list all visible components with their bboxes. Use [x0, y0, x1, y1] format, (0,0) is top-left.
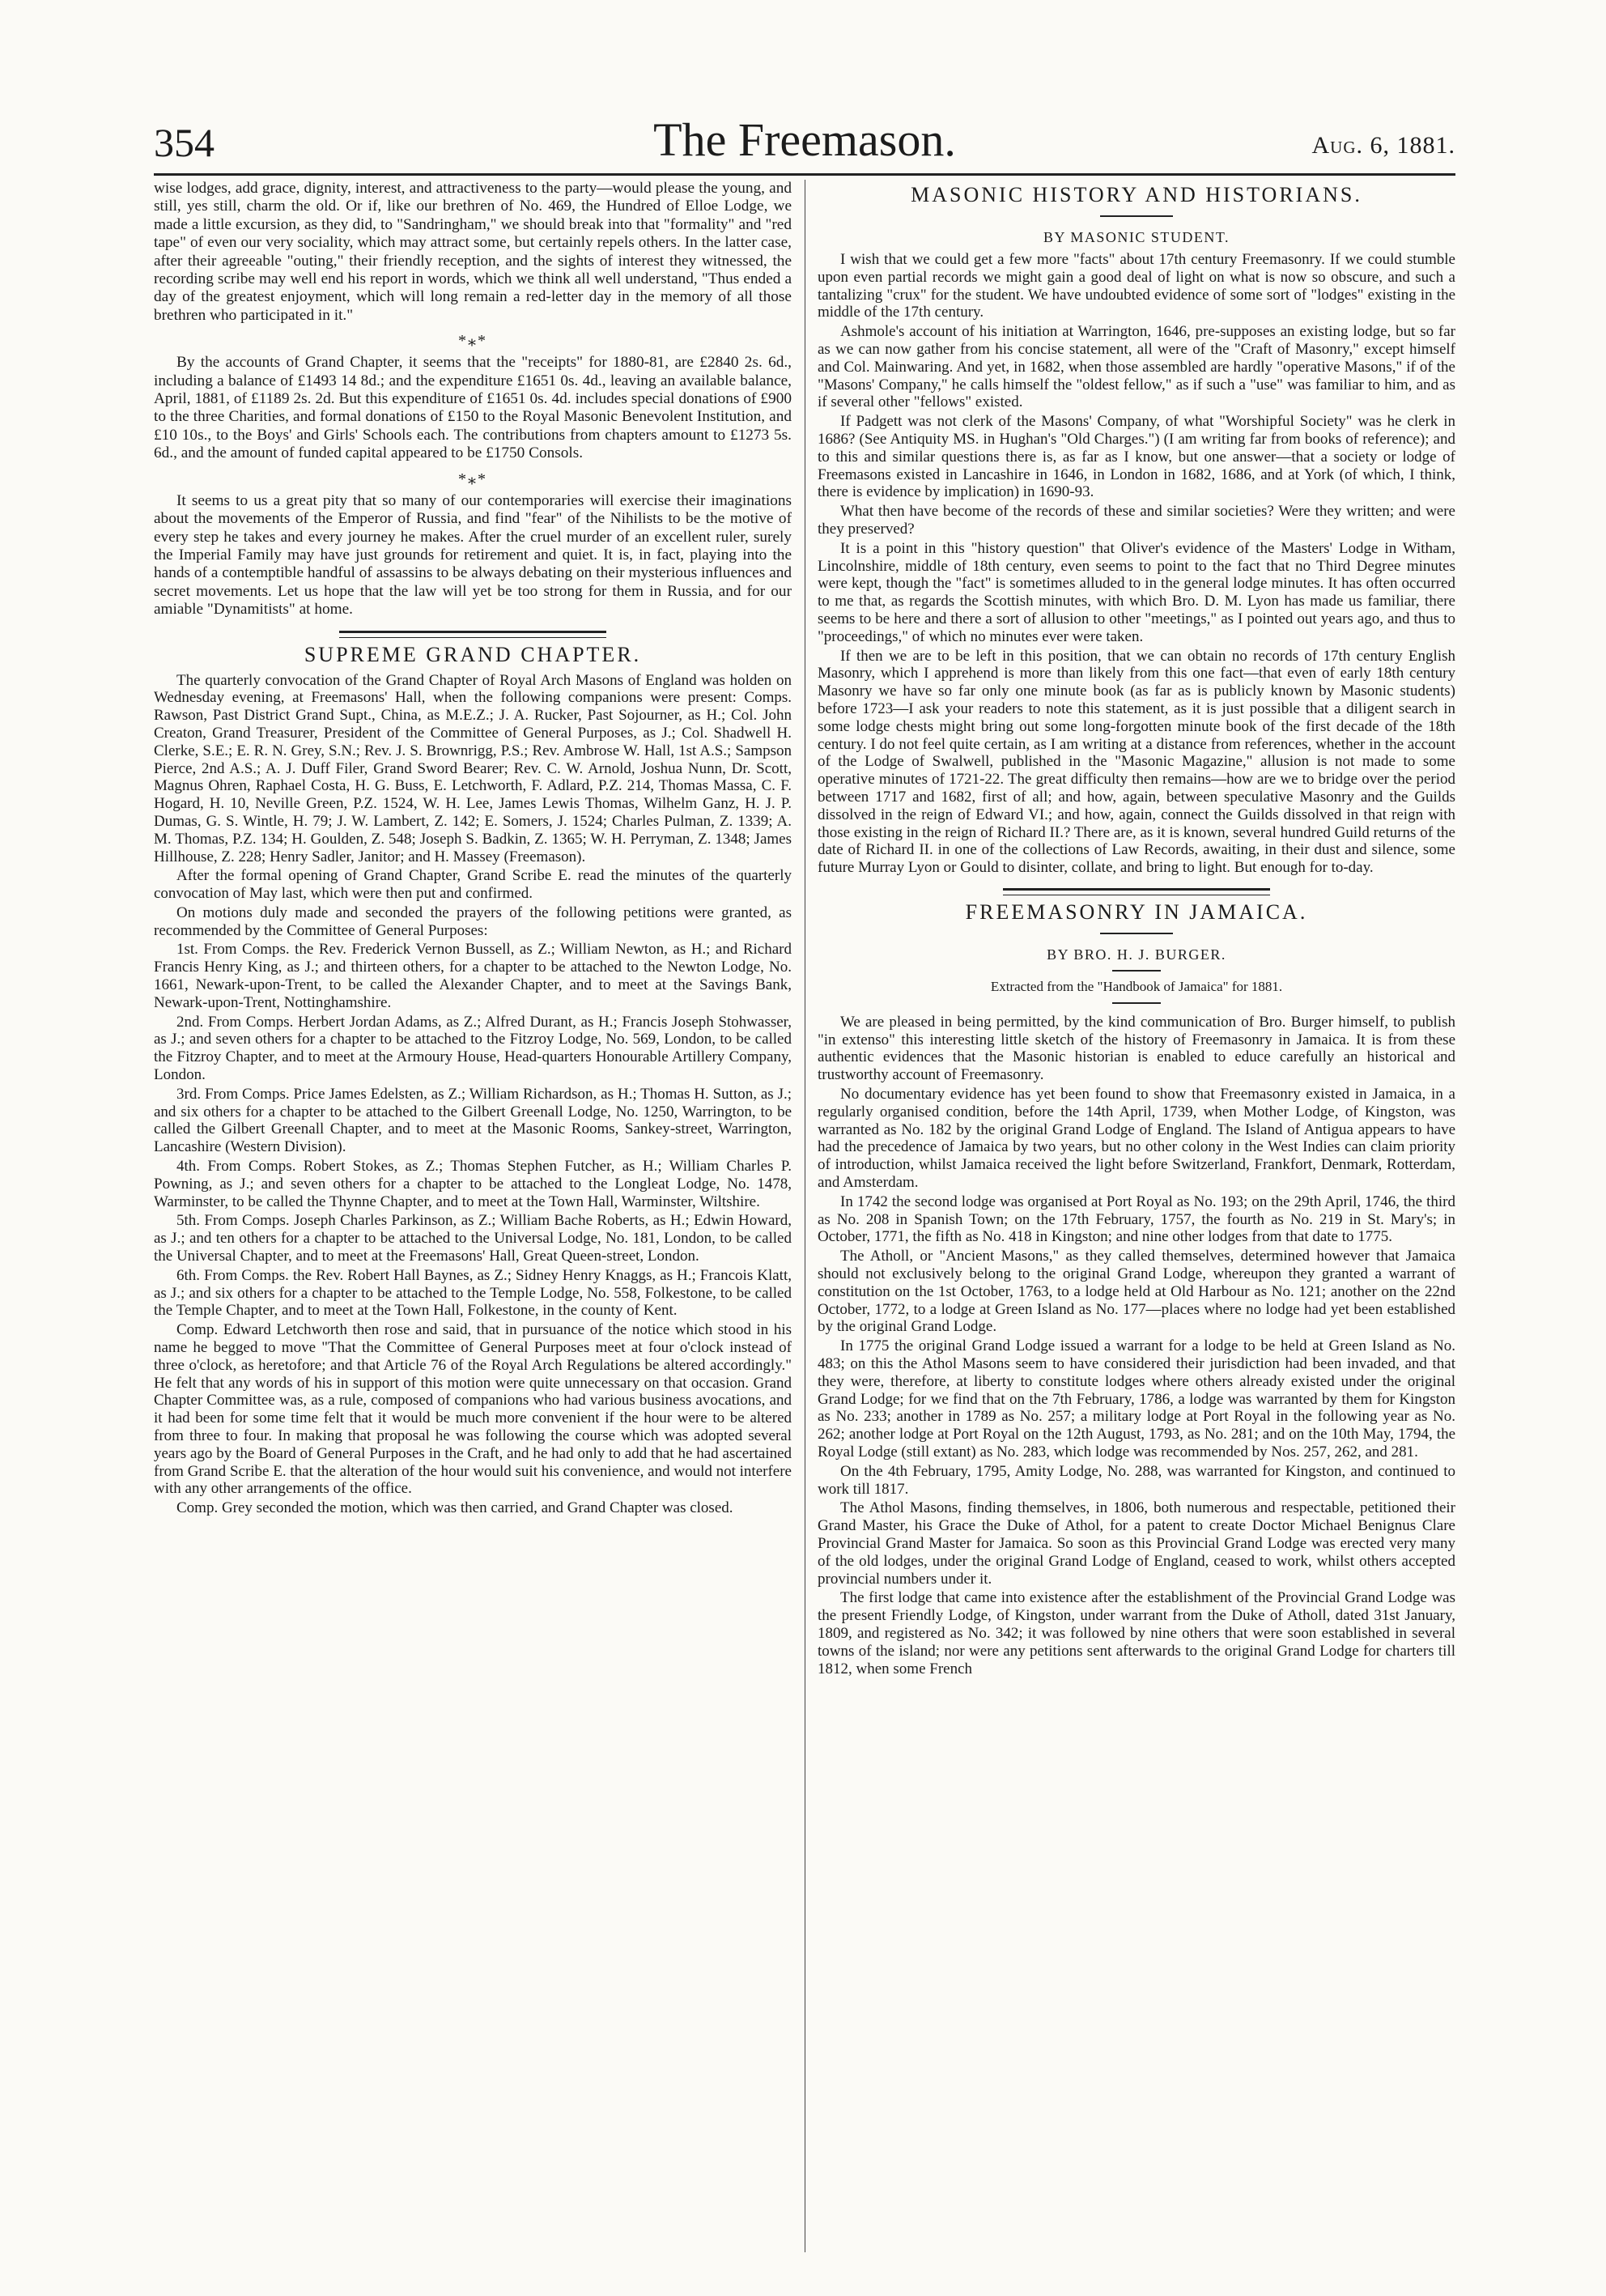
heading-rule: [1112, 970, 1161, 972]
masthead: [154, 113, 1455, 172]
article-paragraph: Ashmole's account of his initiation at Warrington, 1646, pre-supposes an existing lodge, but so far as we can now gather from his concise statement, all were of the "Craft of Masonry," except himself and Col. Mainwaring. And yet, in 1682, when those assembled are hardly "operative Masons," if of the "Masons' Company," he calls himself the "oldest fellow," as if such a "use" was familiar to him, and as if several other "fellows" existed.: [818, 323, 1455, 411]
article-paragraph: 6th. From Comps. the Rev. Robert Hall Baynes, as Z.; Sidney Henry Knaggs, as H.; Francois Klatt, as J.; and six others for a chapter to be attached to the Temple Lodge, No. 558, Folkestone, to be called the Temple Chapter, and to meet at the Town Hall, Folkestone, in the county of Kent.: [154, 1266, 792, 1320]
article-heading-supreme-grand-chapter: SUPREME GRAND CHAPTER.: [304, 642, 642, 666]
article-paragraph: 4th. From Comps. Robert Stokes, as Z.; Thomas Stephen Futcher, as H.; William Charles P. Powning, as J.; and seven others for a chapter to be attached to the Longleat Lodge, No. 1478, Warminster, to be called the Thynne Chapter, and to meet at the Town Hall, Warminster, Wiltshire.: [154, 1158, 792, 1210]
article-paragraph: If then we are to be left in this position, that we can obtain no records of 17th century English Masonry, which I apprehend is more than likely from this one fact—that even of early 18th century Masonry we have so far only one minute book (as far as is publicly known by Masonic students) before 1723—I ask your readers to note this statement, as it is just possible that a diligent search in some lodge chests might bring out some long-forgotten minute book of the first decade of the 18th century. I do not feel quite certain, as I am writing at a distance from references, whether in the account of the Lodge of Swalwell, published in the "Masonic Magazine," allusion is not made to some operative minutes of 1721-22. The great difficulty then remains—how are we to bridge over the period between 1717 and 1682, first of all; and how, again, between speculative Masonry and the Guilds dissolved in the reign of Edward VI.; and how, again, connect the Guilds dissolved in that reign with those existing in the reign of Richard II.? There are, as it is known, several hundred Guild returns of the date of Richard II. in one of the collections of Law Records, awaiting, in their dust and silence, some future Murray Lyon or Gould to disinter, collate, and bring to light. But enough for to-day.: [818, 647, 1455, 877]
russia-paragraph: It seems to us a great pity that so many of our contemporaries will exercise their imaginations about the movements of the Emperor of Russia, and find "fear" of the Nihilists to be the motive of every step he takes and every journey he makes. After the cruel murder of an excellent ruler, surely the Imperial Family may have just grounds for retirement and quiet. It is, in fact, playing into the hands of a contemptible handful of assassins to be always debating on their mysterious influences and secret movements. Let us hope that the law will yet be too strong for them in Russia, and for our amiable "Dynamitists" at home.: [154, 491, 792, 619]
grand-chapter-accounts-paragraph: By the accounts of Grand Chapter, it seems that the "receipts" for 1880-81, are £2840 2s. 6d., including a balance of £1493 14 8d.; and the expenditure £1651 0s. 4d., leaving an available balance, April, 1881, of £1189 2s. 2d. But this expenditure of £1651 0s. 4d. includes special donations of £900 to the three Charities, and formal donations of £150 to the Royal Masonic Benevolent Institution, and £10 10s., to the Boys' and Girls' Schools each. The contributions from chapters amount to £1273 5s. 6d., and the amount of funded capital appeared to be £1750 Consols.: [154, 354, 792, 462]
heading-rule: [1100, 933, 1173, 934]
article-paragraph: No documentary evidence has yet been found to show that Freemasonry existed in Jamaica, in a regularly organised condition, before the 14th April, 1739, when Mother Lodge, of Kingston, was warranted as No. 182 by the original Grand Lodge of England. The Island of Antigua appears to have had the precedence of Jamaica by two years, but no other colony in the West Indies can claim priority of introduction, whilst Jamaica received the light before Switzerland, Frankfort, Denmark, Rotterdam, and Amsterdam.: [818, 1086, 1455, 1192]
article-paragraph: On the 4th February, 1795, Amity Lodge, No. 288, was warranted for Kingston, and continued to work till 1817.: [818, 1462, 1455, 1498]
article-paragraph: 2nd. From Comps. Herbert Jordan Adams, as Z.; Alfred Durant, as H.; Francis Joseph Stohwasser, as J.; and seven others for a chapter to be attached to the Fitzroy Lodge, No. 569, London, to be called the Fitzroy Chapter, and to meet at the Armoury House, Head-quarters Honourable Artillery Company, London.: [154, 1013, 792, 1084]
heading-rule: [1100, 215, 1173, 217]
article-paragraph: After the formal opening of Grand Chapter, Grand Scribe E. read the minutes of the quarterly convocation of May last, which were then put and confirmed.: [154, 867, 792, 903]
article-paragraph: I wish that we could get a few more "facts" about 17th century Freemasonry. If we could stumble upon even partial records we might gain a good deal of light on what is now so obscure, and such a tantalizing "crux" for the student. We have undoubted evidence of some sort of "lodges" existing in the middle of the 17th century.: [818, 251, 1455, 321]
article-heading-masonic-history: MASONIC HISTORY AND HISTORIANS.: [911, 183, 1362, 206]
intro-paragraph: wise lodges, add grace, dignity, interest, and attractiveness to the party—would please the young, and still, yes still, charm the old. Or if, like our brethren of No. 469, the Hundred of Elloe Lodge, we made a little excursion, as they did, to "Sandringham," we should break into that "formality" and "red tape" of even our very sociality, which may attract some, but certainly repels others. In the latter case, after their agreeable "outing," their friendly reception, and the sights of interest they witnessed, the recording scribe may well end his report in words, which we think all well understand, "Thus ended a day of the greatest enjoyment, which will long remain a red-letter day in the memory of all those brethren who participated in it.": [154, 180, 792, 324]
freemasonry-jamaica-article: [818, 1014, 1455, 1677]
article-paragraph: Comp. Grey seconded the motion, which was then carried, and Grand Chapter was closed.: [176, 1499, 733, 1517]
section-rule: [1003, 888, 1270, 895]
newspaper-title: The Freemason.: [653, 113, 956, 166]
article-paragraph: 3rd. From Comps. Price James Edelsten, as Z.; William Richardson, as H.; Thomas H. Sutton, as J.; and six others for a chapter to be attached to the Gilbert Greenall Lodge, No. 1250, Warrington, to be called the Gilbert Greenall Chapter, and to meet at the Masonic Rooms, Sankey-street, Warrington, Lancashire (Western Division).: [154, 1085, 792, 1156]
article-byline: BY BRO. H. J. BURGER.: [1047, 946, 1226, 963]
page-number: 354: [154, 120, 215, 165]
section-stars: *⁎*: [458, 470, 487, 488]
right-column: [818, 180, 1455, 2252]
article-paragraph: 1st. From Comps. the Rev. Frederick Vernon Bussell, as Z.; William Newton, as H.; and Richard Francis Henry King, as J.; and thirteen others, for a chapter to be attached to the Newton Lodge, No. 1661, Newark-upon-Trent, to be called the Alexander Chapter, and to meet at the Savings Bank, Newark-upon-Trent, Nottinghamshire.: [154, 941, 792, 1011]
section-rule: [339, 631, 606, 638]
article-heading-freemasonry-in-jamaica: FREEMASONRY IN JAMAICA.: [965, 899, 1308, 924]
article-paragraph: We are pleased in being permitted, by the kind communication of Bro. Burger himself, to publish "in extenso" this interesting little sketch of the history of Freemasonry in Jamaica. It is from these authentic evidences that the Masonic historian is enabled to educe carefully an historical and trustworthy account of Freemasonry.: [818, 1013, 1455, 1084]
article-paragraph: In 1775 the original Grand Lodge issued a warrant for a lodge to be held at Green Island as No. 483; on this the Athol Masons seem to have considered their jurisdiction had been invaded, and that they were, therefore, at liberty to constitute lodges where others already existed under the original Grand Lodge; for we find that on the 7th February, 1786, a lodge was warranted by them for Kingston as No. 233; another in 1789 as No. 257; a military lodge at Port Royal in the following year as No. 262; another lodge at Port Royal on the 12th August, 1793, as No. 281; and on the 10th May, 1794, the Royal Lodge (still extant) as No. 283, which lodge was recommended by Nos. 257, 262, and 281.: [818, 1337, 1455, 1461]
article-paragraph: Comp. Edward Letchworth then rose and said, that in pursuance of the notice which stood in his name he begged to move "That the Committee of General Purposes meet at four o'clock instead of three o'clock, as heretofore; and that Article 76 of the Royal Arch Regulations be altered accordingly." He felt that any words of his in support of this motion were quite unnecessary on that occasion. Grand Chapter Committee was, as a rule, composed of companions who had various business avocations, and it had been for some time felt that it would be much more convenient if the hour were to be altered from three to four. In making that proposal he was following the course which was adopted several years ago by the Board of General Purposes in the Craft, and he had only to add that he had ascertained from Grand Scribe E. that the alteration of the hour would suit his convenience, and would not interfere with any other arrangements of the office.: [154, 1321, 792, 1498]
article-paragraph: The Atholl, or "Ancient Masons," as they called themselves, determined however that Jamaica should not exclusively belong to the original Grand Lodge, whereupon they granted a warrant of constitution on the 1st October, 1763, to a lodge held at Old Harbour as No. 121; another on the 22nd October, 1772, to a lodge at Green Island as No. 177—places where no lodge had yet been established by the original Grand Lodge.: [818, 1248, 1455, 1336]
article-paragraph: In 1742 the second lodge was organised at Port Royal as No. 193; on the 29th April, 1746, the third as No. 208 in Spanish Town; on the 17th February, 1757, the fourth as No. 219 in St. Mary's; in October, 1771, the fifth as No. 418 in Kingston; and nine other lodges from that date to 1775.: [818, 1193, 1455, 1246]
article-paragraph: The first lodge that came into existence after the establishment of the Provincial Grand Lodge was the present Friendly Lodge, of Kingston, under warrant from the Duke of Atholl, dated 31st January, 1809, and registered as No. 342; it was followed by nine others that were soon established in several towns of the island; nor were any petitions sent afterwards to the original Grand Lodge for charters till 1812, when some French: [818, 1589, 1455, 1677]
masonic-history-article: [818, 251, 1455, 877]
article-paragraph: If Padgett was not clerk of the Masons' Company, of what "Worshipful Society" was he clerk in 1686? (See Antiquity MS. in Hughan's "Old Charges.") (I am writing far from books of reference); and to this and similar questions there is, as far as I know, but one answer—that a society or lodge of Freemasons existed in Lancashire in 1646, in London in 1682, 1686, and at York (of which, I think, there is evidence by implication) in 1690-93.: [818, 413, 1455, 501]
masthead-rule: [154, 173, 1455, 176]
article-paragraph: 5th. From Comps. Joseph Charles Parkinson, as Z.; William Bache Roberts, as H.; Edwin Howard, as J.; and ten others for a chapter to be attached to the Universal Lodge, No. 181, London, to be called the Universal Chapter, and to meet at the Freemasons' Hall, Great Queen-street, London.: [154, 1212, 792, 1265]
article-paragraph: It is a point in this "history question" that Oliver's evidence of the Masters' Lodge in Witham, Lincolnshire, middle of 18th century, even seems to point to the fact that no Third Degree minutes were kept, though the "fact" is sometimes alluded to in the general lodge minutes. It has often occurred to me that, as regards the Scottish minutes, with which Bro. D. M. Lyon has made us familiar, there seems to be here and there a sort of allusion to other "meetings," as I pointed out years ago, and thus to "proceedings," of which no minutes ever were taken.: [818, 539, 1455, 645]
left-column: [154, 180, 792, 2252]
article-paragraph: On motions duly made and seconded the prayers of the following petitions were granted, as recommended by the Committee of General Purposes:: [154, 904, 792, 939]
article-paragraph: The Athol Masons, finding themselves, in 1806, both numerous and respectable, petitioned their Grand Master, his Grace the Duke of Athol, for a patent to create Doctor Michael Benignus Clare Provincial Grand Master for Jamaica. So soon as this Provincial Grand Lodge was erected very many of the old lodges, under the original Grand Lodge of England, ceased to work, whilst others accepted provincial numbers under it.: [818, 1499, 1455, 1588]
article-byline: BY MASONIC STUDENT.: [1043, 229, 1230, 245]
issue-date: Aug. 6, 1881.: [1311, 132, 1455, 159]
heading-rule: [1112, 1002, 1161, 1004]
section-stars: *⁎*: [458, 332, 487, 351]
article-paragraph: The quarterly convocation of the Grand Chapter of Royal Arch Masons of England was holden on Wednesday evening, at Freemasons' Hall, when the following companions were present: Comps. Rawson, Past District Grand Supt., China, as M.E.Z.; J. A. Rucker, Past Sojourner, as H.; Col. John Creaton, Grand Treasurer, President of the Committee of General Purposes, as J.; Col. Shadwell H. Clerke, S.E.; E. R. N. Grey, S.N.; Rev. J. S. Brownrigg, P.S.; Rev. Ambrose W. Hall, 1st A.S.; Sampson Pierce, 2nd A.S.; A. J. Duff Filer, Grand Sword Bearer; Rev. C. W. Arnold, Joshua Nunn, Dr. Scott, Magnus Ohren, Raphael Costa, H. G. Buss, E. Letchworth, F. Adlard, P.Z. 214, Thomas Massa, C. F. Hogard, H. 10, Neville Green, P.Z. 1524, W. H. Lee, James Lewis Thomas, Wilhelm Ganz, H. J. P. Dumas, G. S. Wintle, H. 79; J. W. Lambert, Z. 142; E. Somers, J. 1524; Charles Pulman, Z. 1339; A. M. Thomas, P.Z. 134; H. Goulden, Z. 548; Joseph S. Badkin, Z. 1365; W. H. Perryman, Z. 1348; James Hillhouse, Z. 228; Henry Sadler, Janitor; and H. Massey (Freemason).: [154, 671, 792, 865]
article-paragraph: What then have become of the records of these and similar societies? Were they written; and were they preserved?: [818, 503, 1455, 538]
supreme-grand-chapter-article: [154, 672, 792, 1517]
article-source-note: Extracted from the "Handbook of Jamaica" for 1881.: [990, 978, 1283, 994]
